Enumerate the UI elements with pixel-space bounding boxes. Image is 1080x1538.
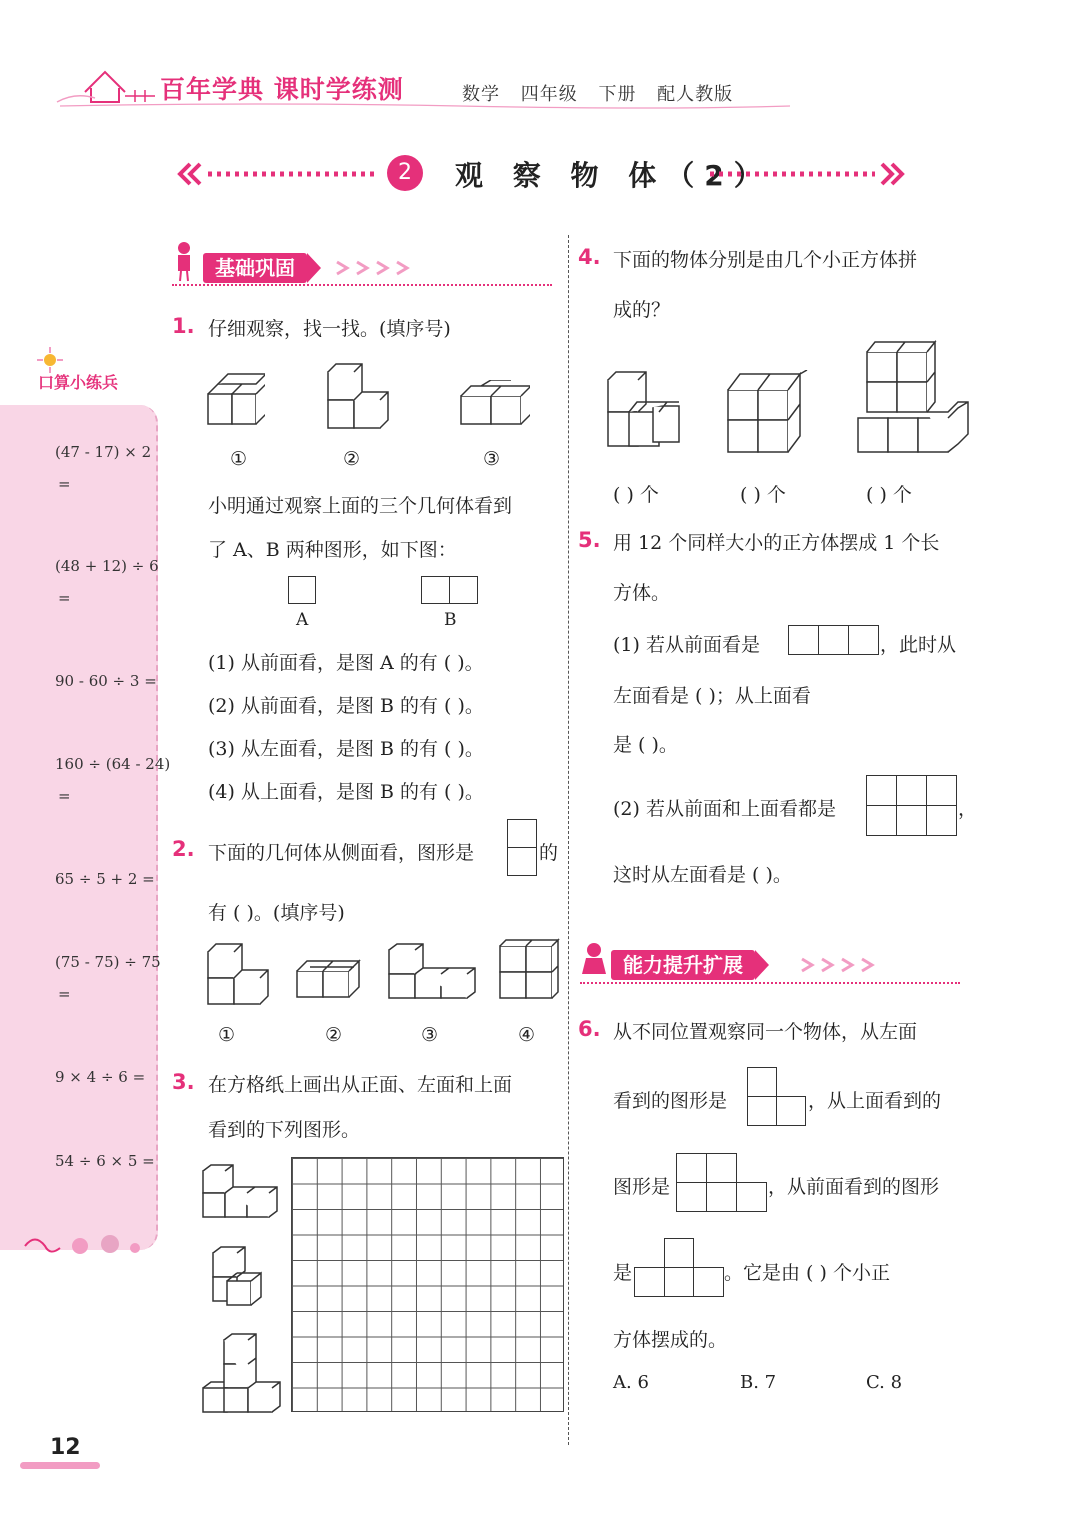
- q4-answer[interactable]: ( ) 个: [866, 484, 912, 506]
- q5-part1: (1) 若从前面看是: [613, 634, 760, 656]
- banner-underline: [580, 982, 960, 984]
- q1-solid-1: [205, 372, 265, 432]
- q1-solid-2: [325, 360, 395, 432]
- sidebar-badge: 口算小练兵: [38, 373, 119, 392]
- q1-label: ③: [483, 448, 501, 470]
- section-banner-basic: 基础巩固: [203, 253, 307, 283]
- top-view-square: [706, 1182, 737, 1212]
- q5-part2: ，: [958, 798, 978, 820]
- q1-subquestion: (4) 从上面看，是图 B 的有 ( )。: [208, 781, 484, 803]
- figure-b-label: B: [444, 610, 457, 630]
- option-c[interactable]: C. 8: [866, 1372, 903, 1393]
- option-b[interactable]: B. 7: [740, 1372, 777, 1393]
- arrows-decoration-icon: [335, 258, 425, 278]
- left-view-square: [747, 1067, 777, 1097]
- question-text: 图形是: [613, 1176, 671, 1198]
- q2-label: ②: [325, 1024, 343, 1046]
- q1-subquestion: (1) 从前面看，是图 A 的有 ( )。: [208, 652, 484, 674]
- sidebar-item: (47 - 17) × 2: [55, 443, 152, 461]
- section-banner-advanced: 能力提升扩展: [611, 950, 755, 980]
- sidebar-item: 160 ÷ (64 - 24): [55, 755, 171, 773]
- q4-solid-2: [725, 370, 815, 456]
- front-view-square: [693, 1267, 724, 1297]
- view-square: [866, 805, 897, 836]
- question-number: 6.: [578, 1017, 601, 1041]
- brand-title: 百年学典 课时学练测: [160, 75, 404, 104]
- question-text: 下面的几何体从侧面看，图形是: [208, 842, 475, 864]
- student-figure-icon: [172, 240, 196, 282]
- q4-answer[interactable]: ( ) 个: [740, 484, 786, 506]
- q1-subquestion: (2) 从前面看，是图 B 的有 ( )。: [208, 695, 484, 717]
- q2-solid-4: [497, 938, 561, 1002]
- q4-solid-1: [605, 370, 685, 452]
- question-text: 在方格纸上画出从正面、左面和上面: [208, 1074, 513, 1096]
- q2-solid-1: [205, 942, 271, 1006]
- question-text: 从不同位置观察同一个物体，从左面: [613, 1021, 918, 1043]
- q2-solid-3: [386, 942, 476, 1002]
- page-number-bar: [20, 1462, 100, 1469]
- view-square: [896, 805, 927, 836]
- left-view-square: [776, 1096, 806, 1126]
- chapter-title: 观 察 物 体（2）: [455, 159, 772, 192]
- question-text: ，从上面看到的: [808, 1090, 942, 1112]
- top-view-square: [676, 1182, 707, 1212]
- front-view-square: [664, 1267, 694, 1297]
- q1-label: ②: [343, 448, 361, 470]
- q2-label: ③: [421, 1024, 439, 1046]
- q1-label: ①: [230, 448, 248, 470]
- sidebar-item: =: [58, 589, 71, 607]
- question-text: 下面的物体分别是由几个小正方体拼: [613, 249, 918, 271]
- question-text: 有 ( )。(填序号): [208, 902, 345, 924]
- q5-part1: 左面看是 ( )；从上面看: [613, 685, 811, 707]
- option-a[interactable]: A. 6: [613, 1372, 649, 1393]
- sidebar-item: =: [58, 787, 71, 805]
- question-text: 方体摆成的。: [613, 1329, 728, 1351]
- page-number: 12: [50, 1435, 81, 1460]
- left-chevrons-icon: [172, 158, 382, 190]
- sidebar-item: 54 ÷ 6 × 5 =: [55, 1152, 155, 1170]
- side-view-square: [507, 847, 537, 876]
- chapter-number-badge: 2: [387, 155, 423, 191]
- book-meta: 数学 四年级 下册 配人教版: [462, 84, 734, 105]
- q3-solid-3: [200, 1332, 282, 1414]
- top-view-square: [676, 1153, 707, 1183]
- question-text: 的: [539, 842, 559, 864]
- sidebar-item: (48 + 12) ÷ 6: [55, 557, 159, 575]
- question-text: 看到的图形是: [613, 1090, 728, 1112]
- q4-answer[interactable]: ( ) 个: [613, 484, 659, 506]
- front-view-square: [664, 1238, 694, 1268]
- drawing-grid[interactable]: [291, 1157, 564, 1412]
- sidebar-item: 90 - 60 ÷ 3 =: [55, 672, 157, 690]
- sidebar-item: =: [58, 985, 71, 1003]
- flower-icon: [30, 345, 70, 375]
- view-square: [896, 775, 927, 806]
- q5-part2: (2) 若从前面和上面看都是: [613, 798, 836, 820]
- figure-a-square: [288, 576, 316, 604]
- girl-figure-icon: [580, 940, 610, 980]
- q2-solid-2: [294, 955, 364, 1001]
- q5-part1: ，此时从: [880, 634, 957, 656]
- question-text: 是: [613, 1262, 633, 1284]
- question-text: 了 A、B 两种图形，如下图：: [208, 539, 457, 561]
- question-text: 仔细观察，找一找。(填序号): [208, 318, 451, 340]
- q2-label: ④: [518, 1024, 536, 1046]
- top-view-square: [706, 1153, 737, 1183]
- swirl-decoration-icon: [20, 1228, 150, 1264]
- front-view-square: [848, 625, 879, 655]
- view-square: [866, 775, 897, 806]
- q1-subquestion: (3) 从左面看，是图 B 的有 ( )。: [208, 738, 484, 760]
- question-text: 方体。: [613, 582, 671, 604]
- q5-part1: 是 ( )。: [613, 734, 678, 756]
- q4-solid-3: [855, 338, 973, 456]
- question-number: 4.: [578, 245, 601, 269]
- q1-solid-3: [458, 380, 530, 430]
- arrows-decoration-icon: [800, 955, 890, 975]
- left-view-square: [747, 1096, 777, 1126]
- mental-math-sidebar: [0, 405, 158, 1250]
- view-square: [926, 775, 957, 806]
- sidebar-item: (75 - 75) ÷ 75: [55, 953, 161, 971]
- banner-underline: [172, 284, 552, 286]
- question-text: 成的？: [613, 299, 671, 321]
- question-number: 2.: [172, 837, 195, 861]
- question-text: 看到的下列图形。: [208, 1119, 361, 1141]
- column-divider: [568, 235, 569, 1445]
- question-text: ，从前面看到的图形: [768, 1176, 940, 1198]
- front-view-square: [634, 1267, 665, 1297]
- question-text: 用 12 个同样大小的正方体摆成 1 个长: [613, 532, 940, 554]
- top-view-square: [736, 1182, 767, 1212]
- view-square: [926, 805, 957, 836]
- q3-solid-1: [200, 1163, 282, 1221]
- question-text: 。它是由 ( ) 个小正: [724, 1262, 890, 1284]
- q5-part2: 这时从左面看是 ( )。: [613, 864, 792, 886]
- sidebar-item: 65 ÷ 5 + 2 =: [55, 870, 155, 888]
- side-view-square: [507, 819, 537, 848]
- question-number: 3.: [172, 1070, 195, 1094]
- q3-solid-2: [210, 1245, 272, 1311]
- sidebar-item: 9 × 4 ÷ 6 =: [55, 1068, 146, 1086]
- question-number: 1.: [172, 314, 195, 338]
- front-view-square: [818, 625, 849, 655]
- q2-label: ①: [218, 1024, 236, 1046]
- header-underline: [60, 100, 790, 112]
- front-view-square: [788, 625, 819, 655]
- right-chevrons-icon: [710, 158, 910, 190]
- sidebar-item: =: [58, 475, 71, 493]
- figure-b-square: [449, 576, 478, 604]
- question-text: 小明通过观察上面的三个几何体看到: [208, 495, 513, 517]
- figure-a-label: A: [296, 610, 309, 630]
- question-number: 5.: [578, 528, 601, 552]
- figure-b-square: [421, 576, 450, 604]
